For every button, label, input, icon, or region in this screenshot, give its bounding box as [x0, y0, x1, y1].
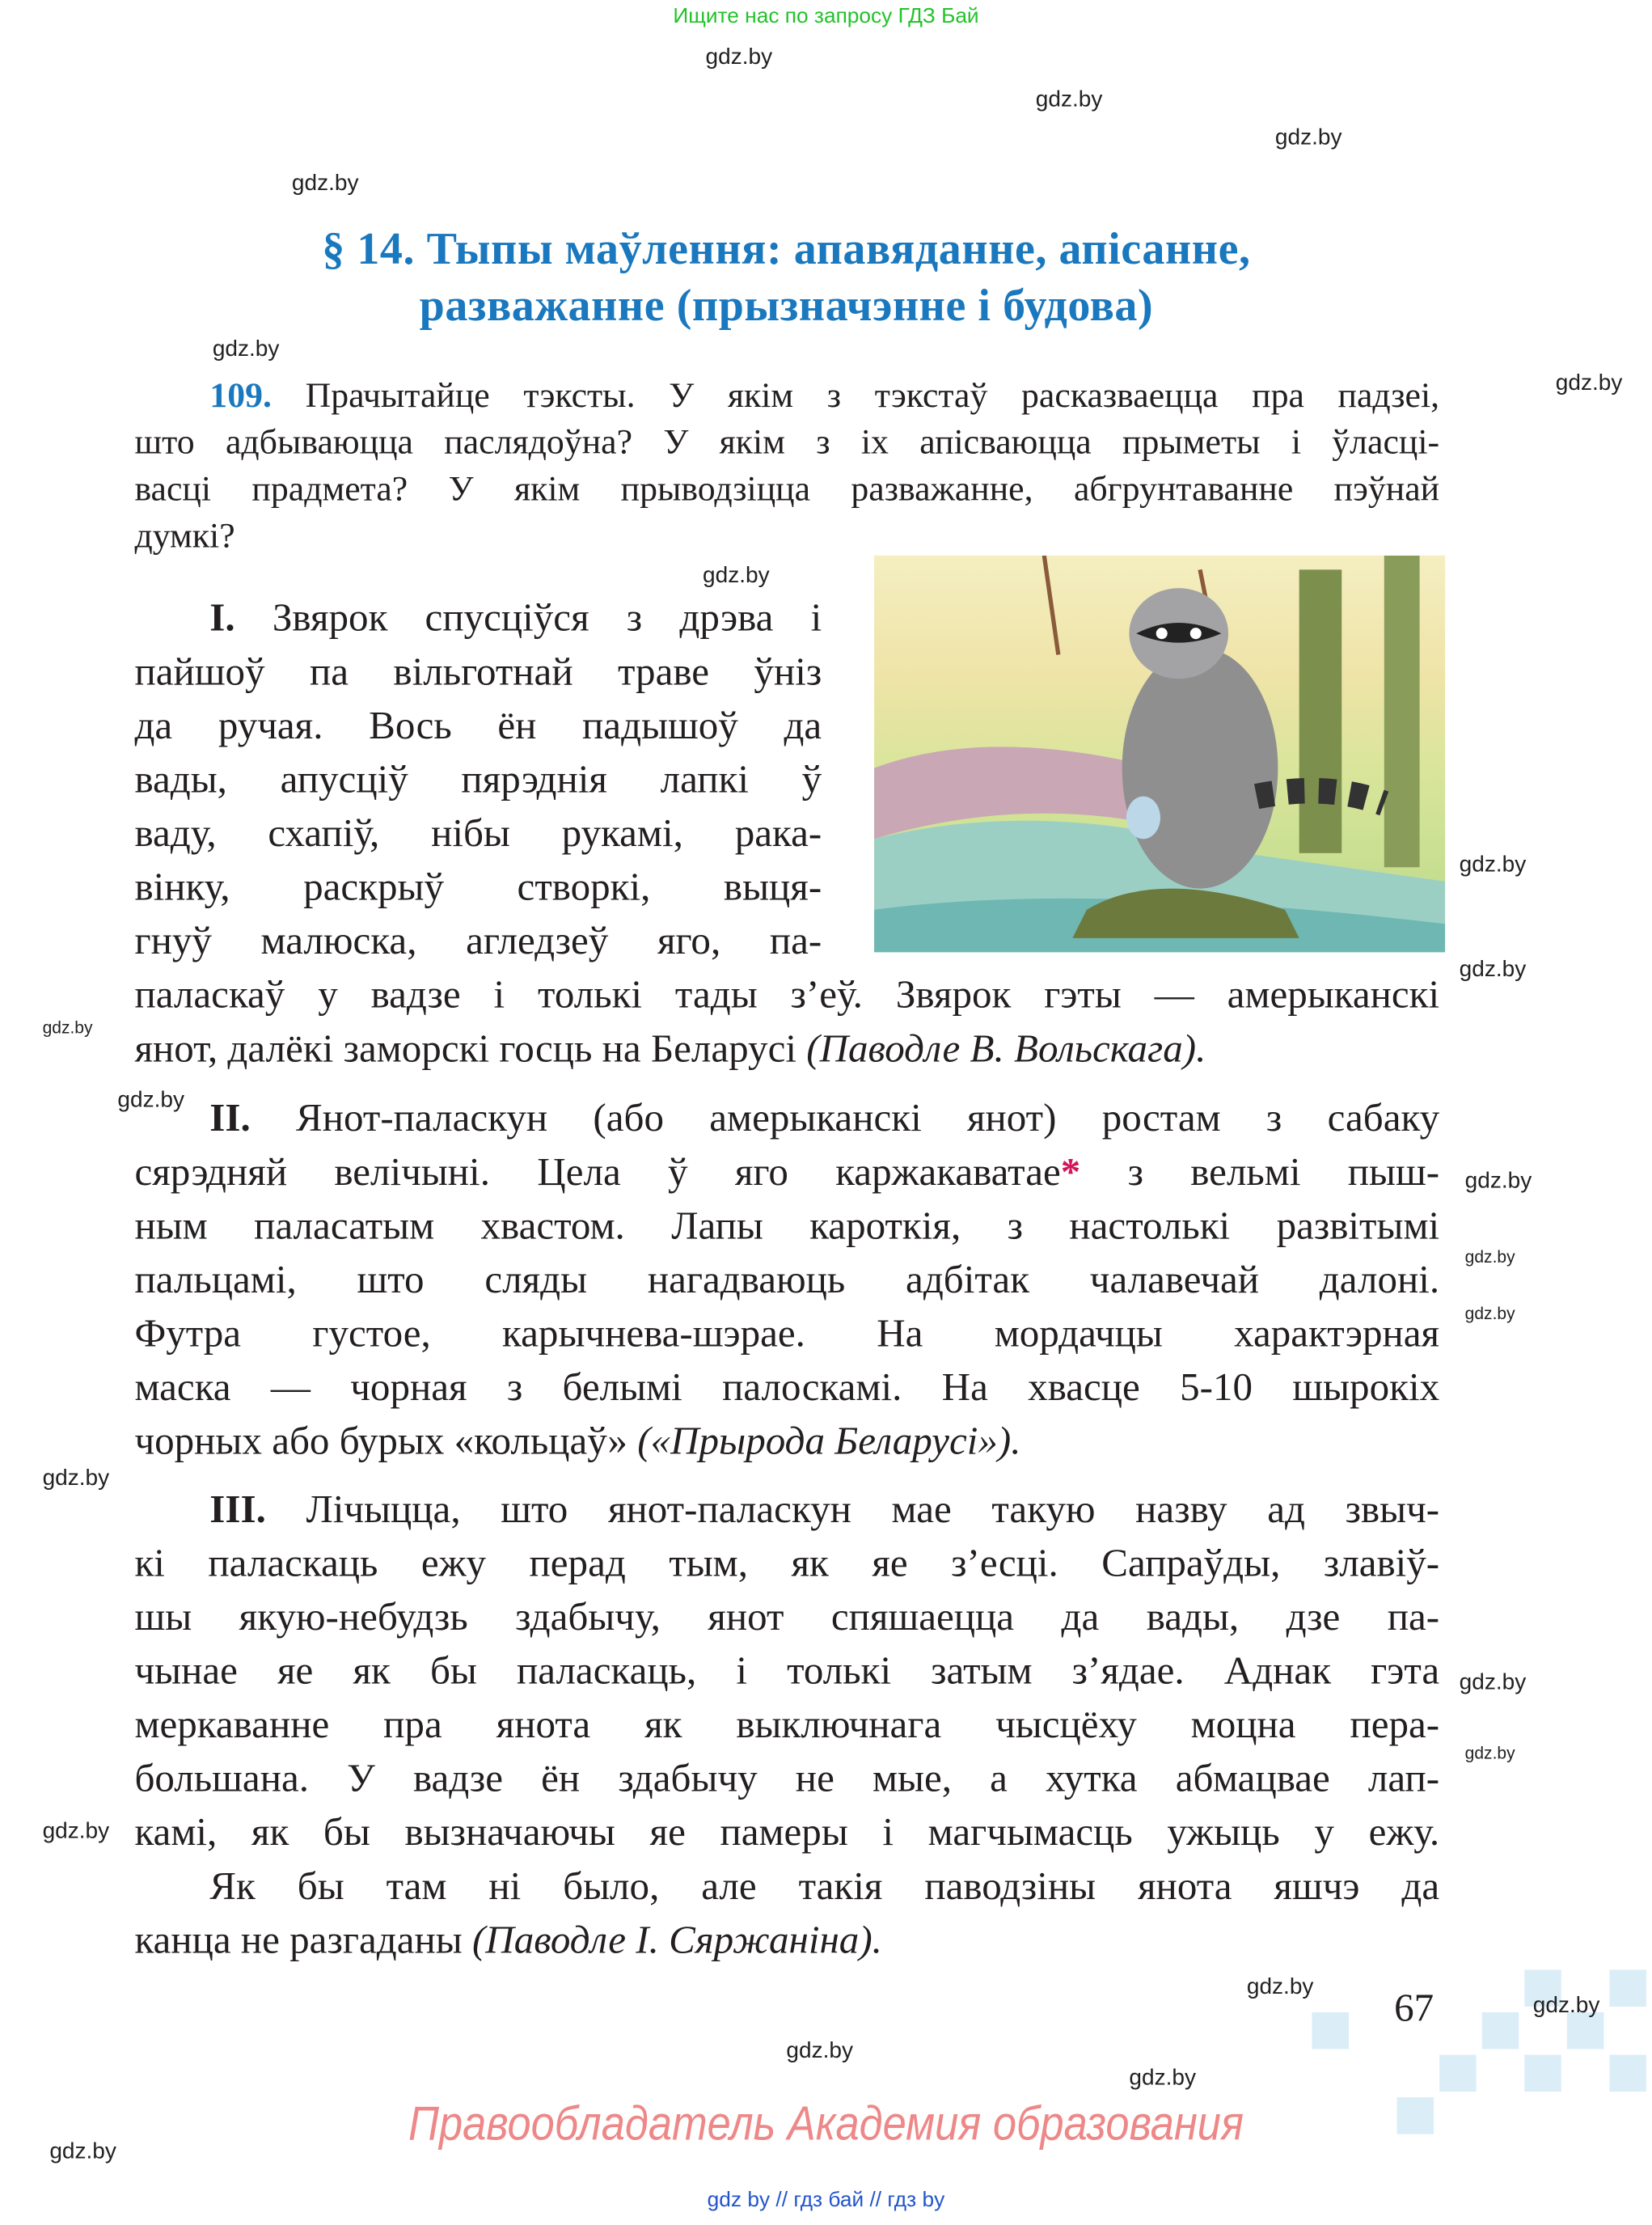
watermark: gdz.by	[42, 1466, 110, 1491]
text-line	[134, 1914, 1439, 1969]
task-109	[134, 373, 1439, 560]
footnote-asterisk: *	[1060, 1150, 1081, 1195]
text-segment: Як бы там ні было, але такія паводзіны янота яшчэ да	[209, 1864, 1440, 1910]
text-line	[134, 808, 822, 862]
section-title-line-1: § 14. Тыпы маўлення: апавяданне, апісанне,	[322, 222, 1251, 274]
watermark: gdz.by	[117, 1088, 185, 1113]
text-segment: Янот-паласкун (або амерыканскі янот) ростам з сабаку	[250, 1097, 1440, 1141]
text-segment: да ручая. Вось ён падышоў да	[134, 704, 822, 749]
watermark: gdz.by	[1464, 1246, 1515, 1267]
text-segment: большана. У вадзе ён здабычу не мые, а хутка абмацвае лап-	[134, 1757, 1440, 1801]
text-segment: ваду, схапіў, нібы рукамі, рака-	[134, 811, 822, 857]
text-segment: васці прадмета? У якім прыводзіцца разважанне, абгрунтаванне пэўнай	[134, 470, 1440, 510]
text-3	[134, 1483, 1439, 1860]
text-segment: канца не разгаданы	[134, 1918, 472, 1963]
source-citation: (Паводле І. Сяржаніна).	[471, 1918, 882, 1963]
text-segment: кі паласкаць ежу перад тым, як яе з’есці. Сапраўды, злавіў-	[134, 1542, 1440, 1586]
copyright-footer: Правообладатель Академия образования	[408, 2097, 1244, 2151]
text-line	[134, 420, 1439, 467]
text-segment: з вельмі пыш-	[1080, 1150, 1440, 1195]
task-number: 109.	[209, 377, 272, 416]
text-line	[134, 1538, 1439, 1592]
text-line	[134, 916, 822, 970]
raccoon-illustration	[874, 556, 1445, 953]
source-citation: («Прырода Беларусі»).	[637, 1419, 1021, 1464]
watermark: gdz.by	[1464, 1303, 1515, 1324]
watermark: gdz.by	[42, 1017, 93, 1038]
watermark: gdz.by	[49, 2139, 116, 2164]
text-line	[134, 1861, 1439, 1915]
watermark: gdz.by	[1464, 1743, 1515, 1763]
footer-links[interactable]: gdz by // гдз бай // гдз by	[707, 2188, 945, 2213]
text-segment: шы якую-небудзь здабычу, янот спяшаецца да вады, дзе па-	[134, 1595, 1440, 1640]
watermark: gdz.by	[1274, 125, 1342, 150]
text-segment: вады, апусціў пярэднія лапкі ў	[134, 758, 822, 802]
text-segment: пальцамі, што сляды нагадваюць адбітак чалавечай далоні.	[134, 1258, 1440, 1303]
text-3-end	[134, 1861, 1439, 1969]
text-1	[134, 592, 822, 969]
text-line	[134, 1093, 1439, 1147]
text-line	[134, 861, 822, 916]
watermark: gdz.by	[1459, 852, 1527, 878]
text-segment: чынае яе як бы паласкаць, і толькі затым з’ядае. Аднак гэта	[134, 1649, 1440, 1694]
text-line	[134, 1592, 1439, 1646]
text-segment: янот, далёкі заморскі госць на Беларусі	[134, 1027, 807, 1072]
text-segment: ным паласатым хвастом. Лапы кароткія, з настолькі развітымі	[134, 1204, 1440, 1249]
watermark: gdz.by	[1129, 2066, 1197, 2091]
watermark: gdz.by	[703, 564, 770, 589]
text-line	[134, 646, 822, 700]
text-2	[134, 1093, 1439, 1470]
watermark: gdz.by	[1035, 87, 1103, 112]
text-segment: паласкаў у вадзе і толькі тады з’еў. Звярок гэты — амерыканскі	[134, 973, 1440, 1018]
text-segment: пайшоў па вільготнай траве ўніз	[134, 650, 822, 695]
text-line	[134, 1023, 1439, 1077]
text-segment: Футра густое, карычнева-шэрае. На мордачцы характэрная	[134, 1312, 1440, 1356]
text-segment: маска — чорная з белымі палоскамі. На хвасце 5-10 шырокіх	[134, 1366, 1440, 1411]
watermark: gdz.by	[705, 45, 773, 70]
watermark: gdz.by	[786, 2039, 854, 2064]
text-segment: Звярок спусціўся з дрэва і	[234, 596, 822, 641]
text-segment: камі, як бы вызначаючы яе памеры і магчымасць ужыць у ежу.	[134, 1811, 1440, 1855]
watermark: gdz.by	[291, 171, 359, 196]
watermark: gdz.by	[212, 336, 280, 362]
text-segment: што адбываюцца паслядоўна? У якім з іх апісваюцца прыметы і ўласці-	[134, 423, 1440, 463]
section-title-line-2: разважанне (прызначэнне і будова)	[419, 279, 1154, 331]
watermark: gdz.by	[1459, 1670, 1527, 1695]
text-line	[134, 1308, 1439, 1362]
text-line	[134, 1254, 1439, 1309]
text-segment: гнуў малюска, агледзеў яго, па-	[134, 920, 822, 964]
section-title	[142, 220, 1430, 333]
text-number: III.	[209, 1487, 266, 1533]
raccoon-picture	[874, 556, 1445, 953]
watermark: gdz.by	[1532, 1994, 1600, 2018]
text-number: II.	[209, 1097, 251, 1141]
text-line	[134, 1645, 1439, 1699]
text-1-continued	[134, 969, 1439, 1077]
text-line	[134, 592, 822, 646]
watermark: gdz.by	[42, 1819, 110, 1844]
text-line	[134, 373, 1439, 420]
watermark: gdz.by	[1464, 1169, 1532, 1194]
text-line	[134, 466, 1439, 513]
text-segment: чорных або бурых «кольцаў»	[134, 1419, 638, 1464]
text-line	[134, 1415, 1439, 1470]
text-line	[134, 754, 822, 808]
text-number: I.	[209, 596, 235, 641]
text-segment: Прачытайце тэксты. У якім з тэкстаў расказваецца пра падзеі,	[305, 377, 1440, 416]
watermark: gdz.by	[1555, 371, 1623, 396]
text-segment: сярэдняй велічыні. Цела ў яго каржакаватае	[134, 1150, 1061, 1195]
text-line	[134, 513, 1439, 560]
text-line	[134, 1200, 1439, 1254]
source-citation: (Паводле В. Вольскага).	[806, 1027, 1206, 1072]
text-line	[134, 969, 1439, 1023]
text-line	[134, 1146, 1439, 1200]
page-number: 67	[1394, 1986, 1434, 2031]
text-segment: вінку, раскрыў створкі, выця-	[134, 865, 822, 910]
text-line	[134, 1699, 1439, 1753]
watermark: gdz.by	[1246, 1975, 1314, 2000]
text-line	[134, 1753, 1439, 1807]
text-segment: меркаванне пра янота як выключнага чысцёху моцна пера-	[134, 1703, 1440, 1748]
text-line	[134, 700, 822, 755]
text-segment: думкі?	[134, 517, 235, 556]
top-search-note: Ищите нас по запросу ГДЗ Бай	[673, 4, 979, 29]
text-line	[134, 1362, 1439, 1416]
text-line	[134, 1807, 1439, 1861]
watermark: gdz.by	[1459, 958, 1527, 983]
text-line	[134, 1483, 1439, 1538]
text-segment: Лічыцца, што янот-паласкун мае такую назву ад звыч-	[265, 1487, 1440, 1533]
